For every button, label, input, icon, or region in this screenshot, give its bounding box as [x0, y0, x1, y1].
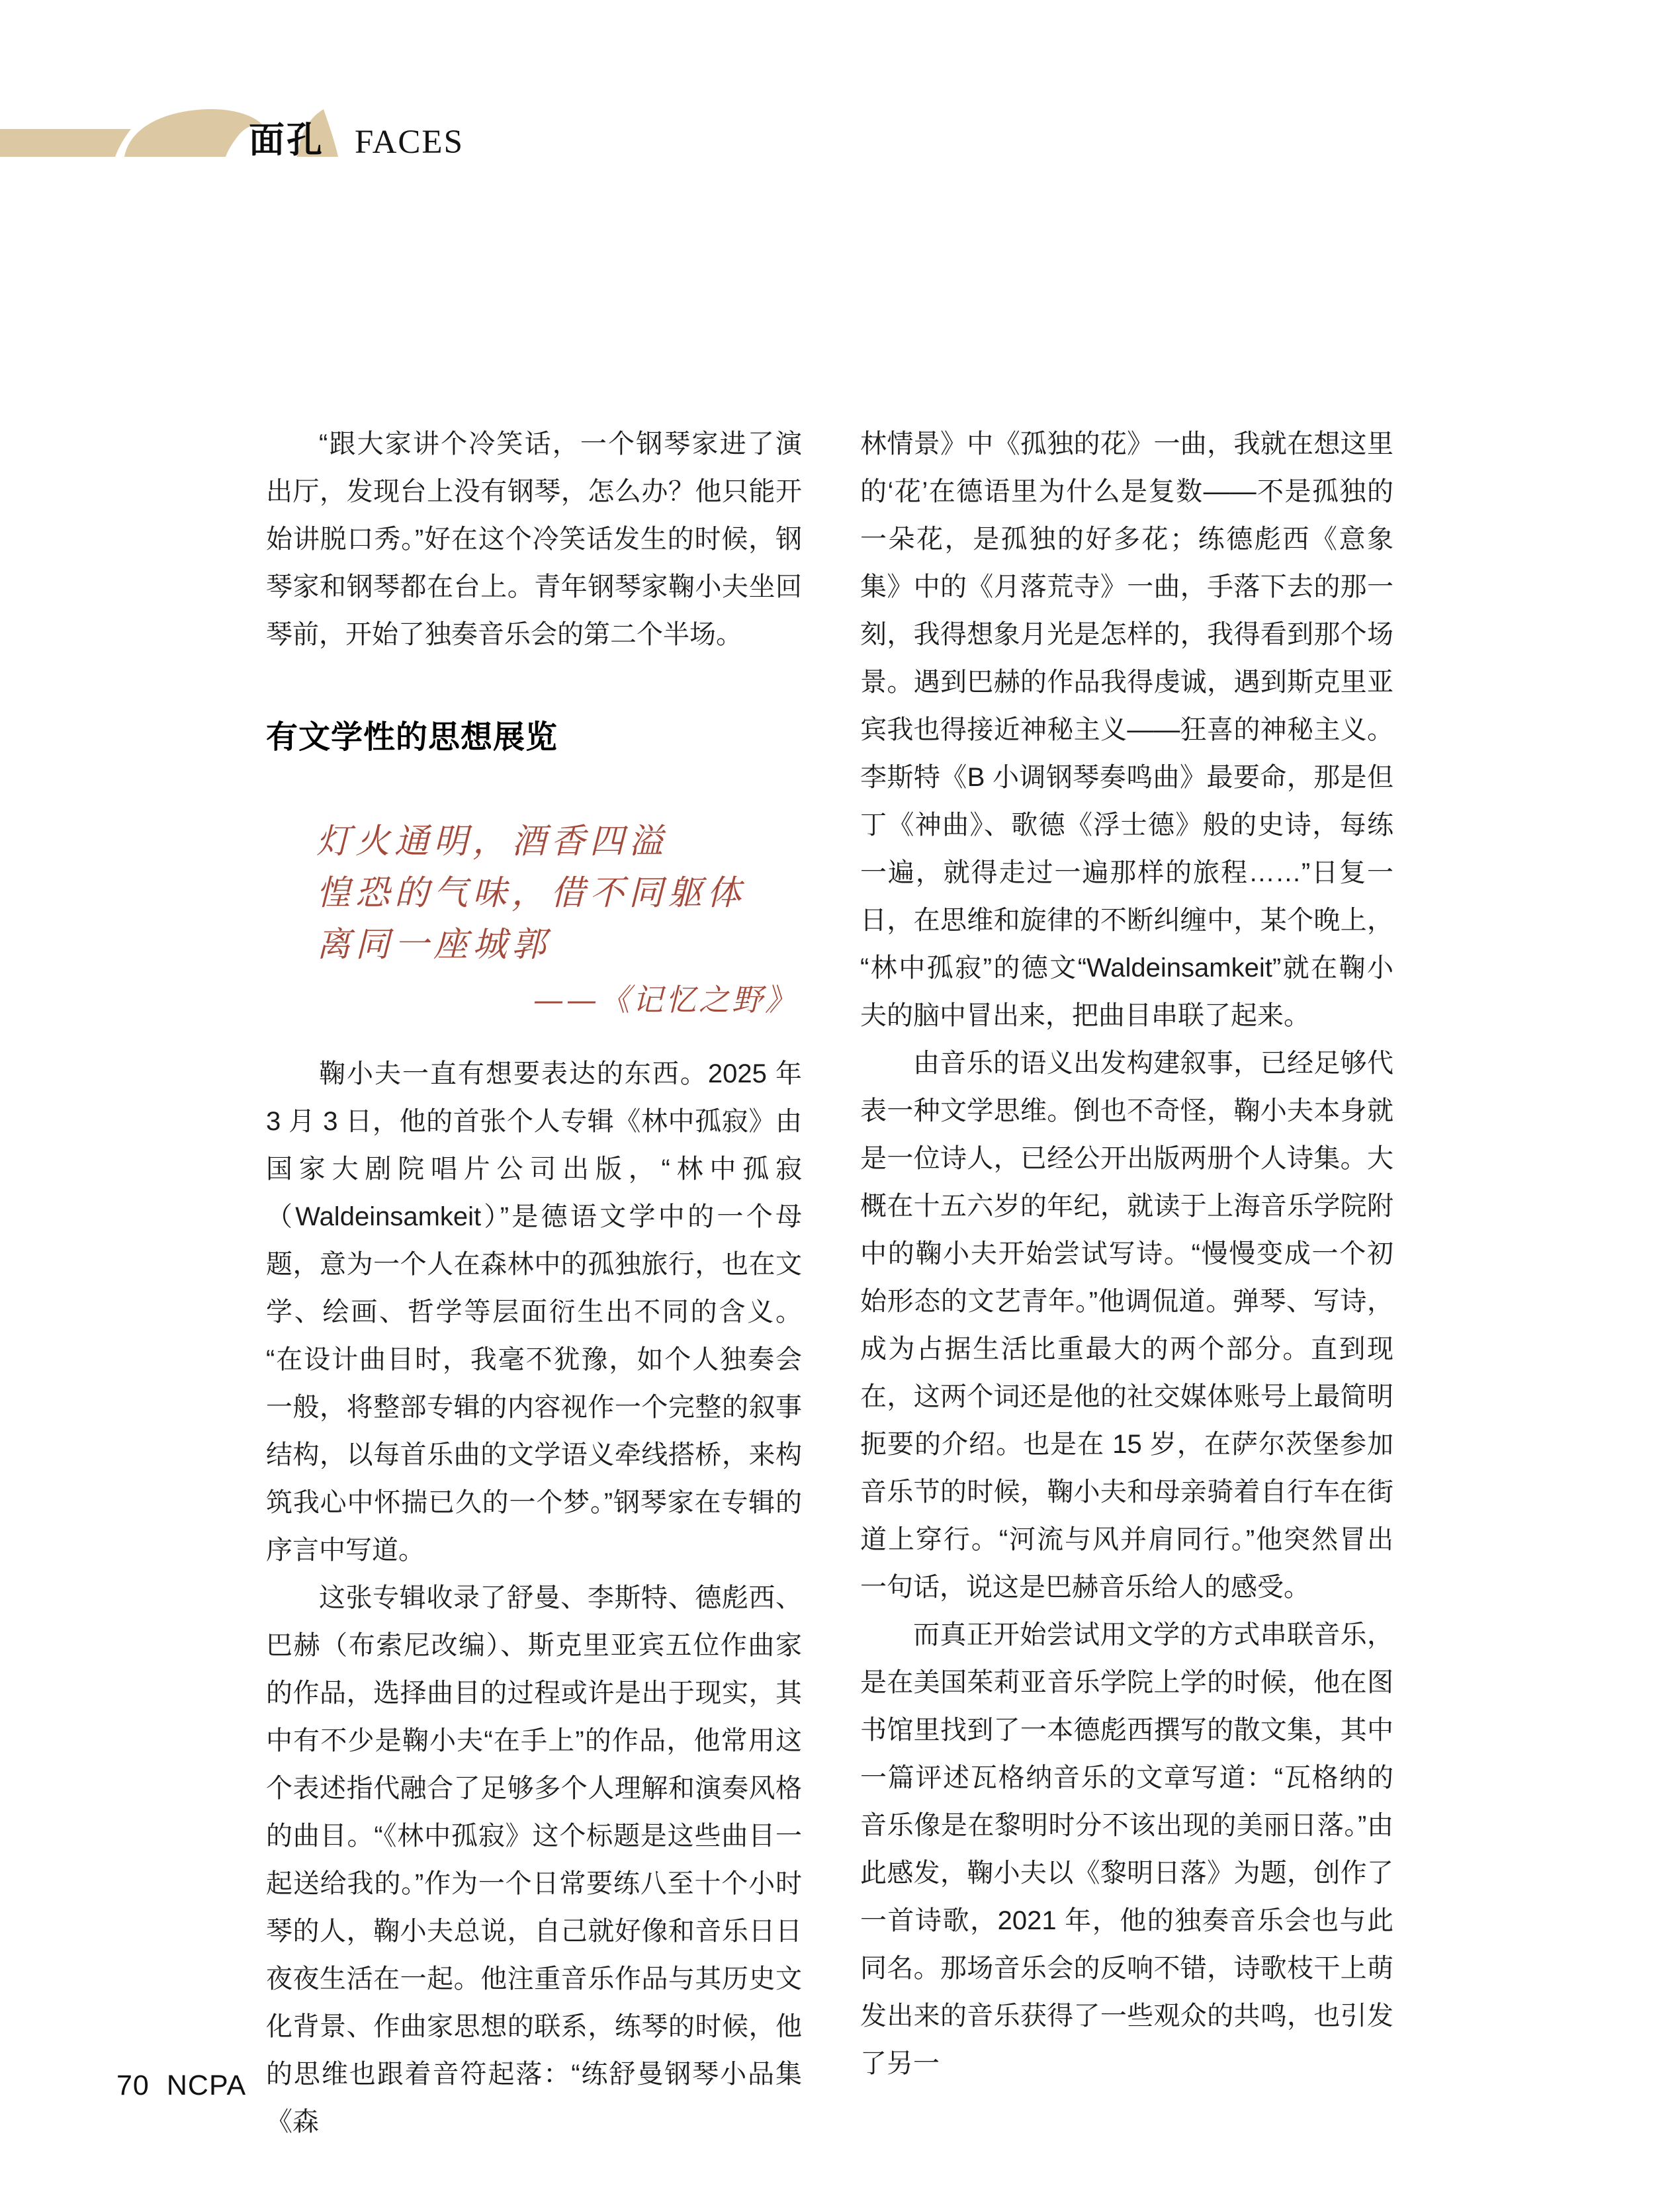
page-footer [116, 2068, 246, 2103]
poem-line: 离同一座城郭 [316, 925, 551, 965]
paragraph-lede: “跟大家讲个冷笑话，一个钢琴家进了演出厅，发现台上没有钢琴，怎么办？他只能开始讲脱口秀。”好在这个冷笑话发生的时候，钢琴家和钢琴都在台上。青年钢琴家鞠小夫坐回琴前，开始了独奏音乐会的第二个半场。 [266, 429, 802, 649]
right-column [860, 420, 1393, 2087]
section-title-en: FACES [355, 124, 464, 161]
paragraph: 鞠小夫一直有想要表达的东西。2025 年 3 月 3 日，他的首张个人专辑《林中孤寂》由国家大剧院唱片公司出版，“林中孤寂（Waldeinsamkeit）”是德语文学中的一个母题，意为一个人在森林中的孤独旅行，也在文学、绘画、哲学等层面衍生出不同的含义。“在设计曲目时，我毫不犹豫，如个人独奏会一般，将整部专辑的内容视作一个完整的叙事结构，以每首乐曲的文学语义牵线搭桥，来构筑我心中怀揣已久的一个梦。”钢琴家在专辑的序言中写道。 [266, 1059, 802, 1565]
paragraph: 而真正开始尝试用文学的方式串联音乐，是在美国茱莉亚音乐学院上学的时候，他在图书馆里找到了一本德彪西撰写的散文集，其中一篇评述瓦格纳音乐的文章写道：“瓦格纳的音乐像是在黎明时分不该出现的美丽日落。”由此感发，鞠小夫以《黎明日落》为题，创作了一首诗歌，2021 年，他的独奏音乐会也与此同名。那场音乐会的反响不错，诗歌枝干上萌发出来的音乐获得了一些观众的共鸣，也引发了另一 [860, 1620, 1393, 2078]
paragraph: 由音乐的语义出发构建叙事，已经足够代表一种文学思维。倒也不奇怪，鞠小夫本身就是一位诗人，已经公开出版两册个人诗集。大概在十五六岁的年纪，就读于上海音乐学院附中的鞠小夫开始尝试写诗。“慢慢变成一个初始形态的文艺青年。”他调侃道。弹琴、写诗，成为占据生活比重最大的两个部分。直到现在，这两个词还是他的社交媒体账号上最简明扼要的介绍。也是在 15 岁，在萨尔茨堡参加音乐节的时候，鞠小夫和母亲骑着自行车在街道上穿行。“河流与风并肩同行。”他突然冒出一句话，说这是巴赫音乐给人的感受。 [860, 1049, 1393, 1602]
section-heading: 有文学性的思想展览 [266, 720, 558, 755]
poem-line: 灯火通明，酒香四溢 [316, 822, 668, 861]
page-number: 70 [116, 2070, 150, 2101]
poem-attribution: ——《记忆之野》 [533, 982, 798, 1018]
paragraph-continued: 林情景》中《孤独的花》一曲，我就在想这里的‘花’在德语里为什么是复数——不是孤独的一朵花，是孤独的好多花；练德彪西《意象集》中的《月落荒寺》一曲，手落下去的那一刻，我得想象月光是怎样的，我得看到那个场景。遇到巴赫的作品我得虔诚，遇到斯克里亚宾我也得接近神秘主义——狂喜的神秘主义。李斯特《B 小调钢琴奏鸣曲》最要命，那是但丁《神曲》、歌德《浮士德》般的史诗，每练一遍，就得走过一遍那样的旅程……”日复一日，在思维和旋律的不断纠缠中，某个晚上，“林中孤寂”的德文“Waldeinsamkeit”就在鞠小夫的脑中冒出来，把曲目串联了起来。 [860, 429, 1393, 1030]
left-column [266, 420, 802, 2146]
paragraph: 这张专辑收录了舒曼、李斯特、德彪西、巴赫（布索尼改编）、斯克里亚宾五位作曲家的作品，选择曲目的过程或许是出于现实，其中有不少是鞠小夫“在手上”的作品，他常用这个表述指代融合了足够多个人理解和演奏风格的曲目。“《林中孤寂》这个标题是这些曲目一起送给我的。”作为一个日常要练八至十个小时琴的人，鞠小夫总说，自己就好像和音乐日日夜夜生活在一起。他注重音乐作品与其历史文化背景、作曲家思想的联系，练琴的时候，他的思维也跟着音符起落：“练舒曼钢琴小品集《森 [266, 1583, 802, 2136]
dome-shape [124, 109, 265, 157]
section-title-cn: 面孔 [249, 120, 324, 160]
poem-quote [266, 816, 802, 1024]
brand: NCPA [166, 2070, 247, 2101]
banner-bar-shape [0, 129, 131, 157]
poem-line: 惶恐的气味，借不同躯体 [316, 873, 746, 913]
